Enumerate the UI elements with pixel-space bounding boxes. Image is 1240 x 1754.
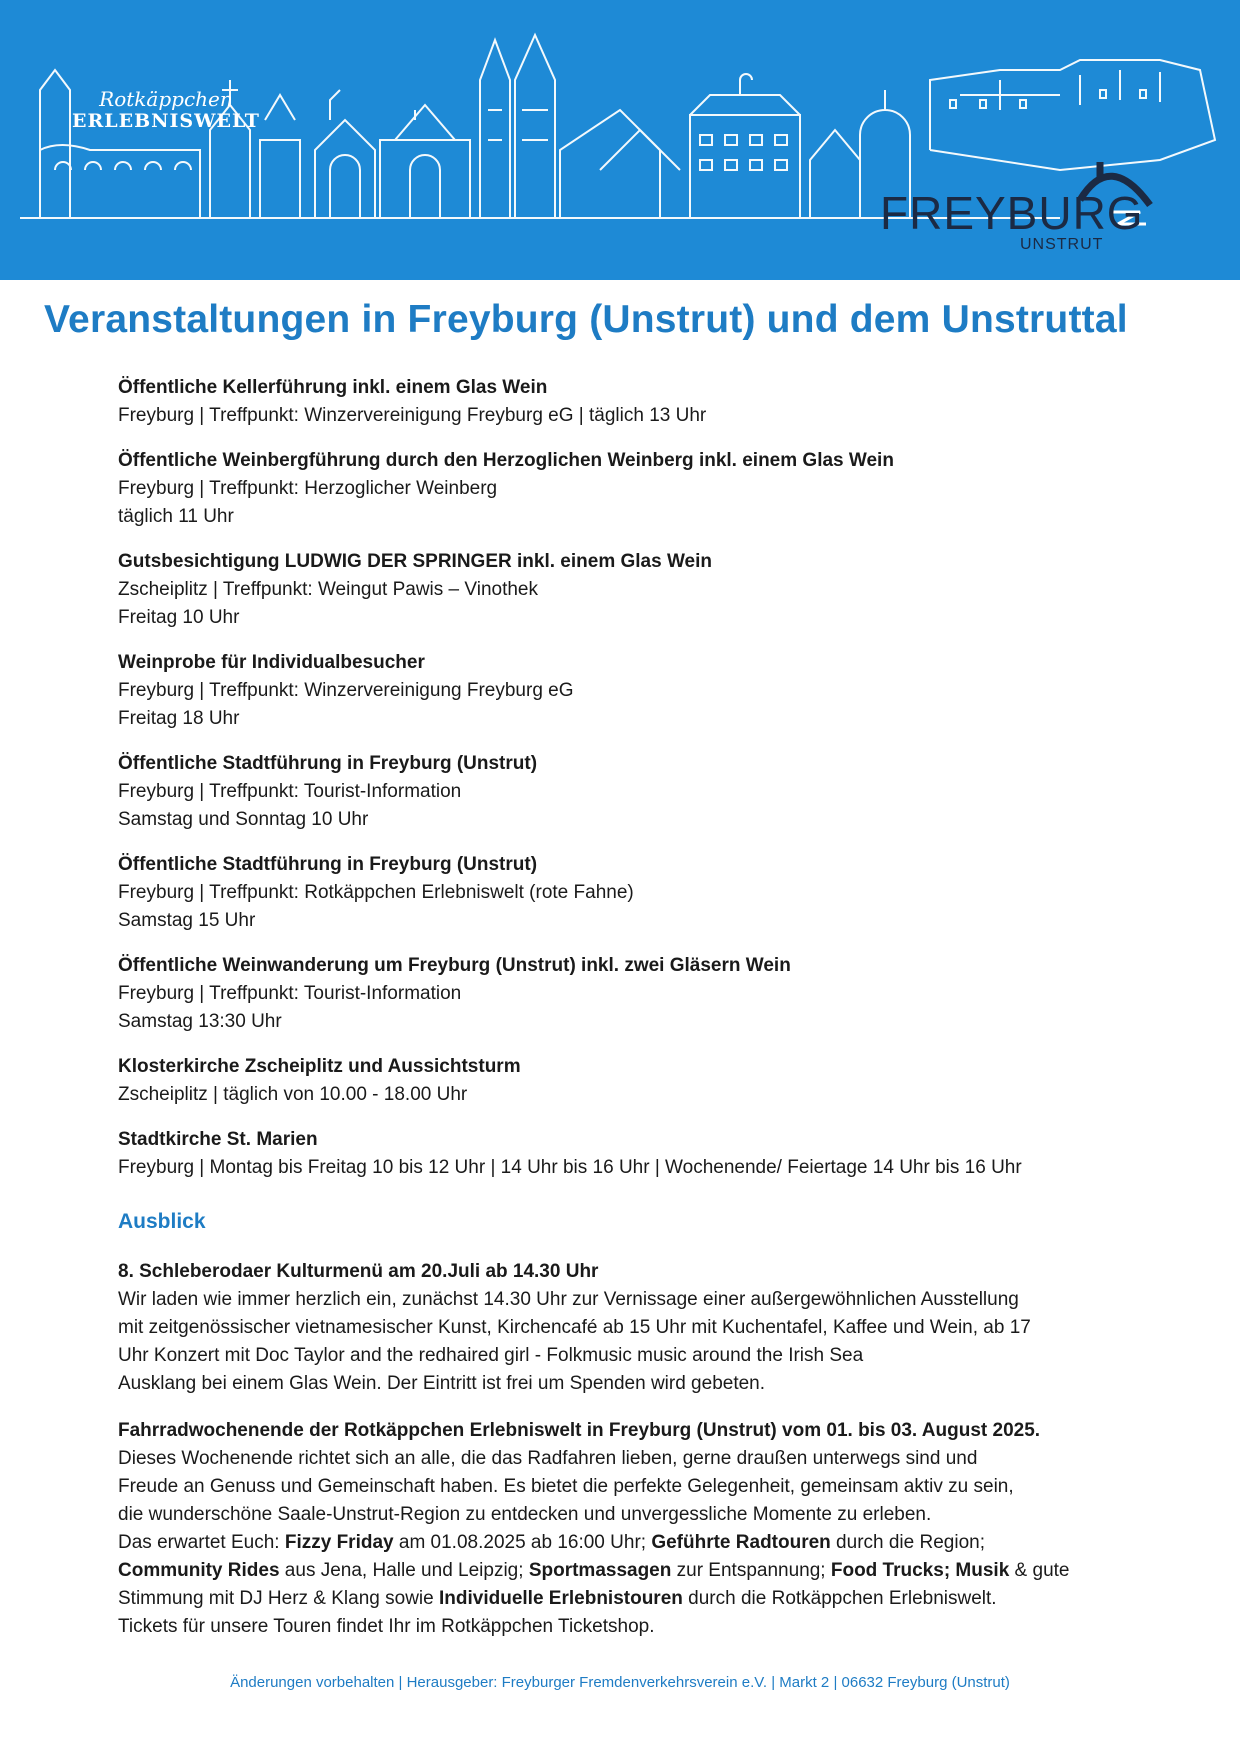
event-title: Öffentliche Stadtführung in Freyburg (Unstrut) (118, 854, 538, 875)
event-item (118, 1126, 1128, 1182)
event-detail: Freyburg | Treffpunkt: Rotkäppchen Erlebniswelt (rote Fahne) (118, 882, 634, 903)
event-item (118, 750, 1128, 834)
outlook-text-line (118, 1529, 1128, 1557)
outlook-text-line: mit zeitgenössischer vietnamesischer Kunst, Kirchencafé ab 15 Uhr mit Kuchentafel, Kaffee und Wein, ab 17 (118, 1317, 1031, 1338)
outlook-item-fahrradwochenende (118, 1417, 1128, 1641)
outlook-item-kulturmenue (118, 1258, 1128, 1398)
freyburg-logo (880, 187, 1144, 253)
event-title: Gutsbesichtigung LUDWIG DER SPRINGER inkl. einem Glas Wein (118, 551, 713, 572)
highlight-community-rides: Community Rides (118, 1560, 280, 1581)
outlook-text-line: Dieses Wochenende richtet sich an alle, die das Radfahren lieben, gerne draußen unterwegs sind und (118, 1448, 978, 1469)
event-title: Öffentliche Weinwanderung um Freyburg (Unstrut) inkl. zwei Gläsern Wein (118, 955, 791, 976)
event-time: Freitag 18 Uhr (118, 708, 240, 729)
logo-left-word: ERLEBNISWELT (72, 110, 260, 132)
outlook-text-line: Ausklang bei einem Glas Wein. Der Eintritt ist frei um Spenden wird gebeten. (118, 1373, 766, 1394)
event-title: Öffentliche Kellerführung inkl. einem Glas Wein (118, 377, 548, 398)
event-title: Öffentliche Weinbergführung durch den Herzoglichen Weinberg inkl. einem Glas Wein (118, 450, 894, 471)
header-banner (0, 0, 1240, 280)
event-item (118, 1053, 1128, 1109)
event-title: Öffentliche Stadtführung in Freyburg (Unstrut) (118, 753, 538, 774)
event-detail: Freyburg | Treffpunkt: Herzoglicher Weinberg (118, 478, 498, 499)
event-detail: Zscheiplitz | täglich von 10.00 - 18.00 Uhr (118, 1084, 468, 1105)
event-time: Samstag 15 Uhr (118, 910, 256, 931)
highlight-food-trucks: Food Trucks; Musik (830, 1560, 1010, 1581)
text-run: am 01.08.2025 ab 16:00 Uhr; (393, 1532, 652, 1553)
footer-imprint: Änderungen vorbehalten | Herausgeber: Freyburger Fremdenverkehrsverein e.V. | Markt 2 | 06632 Freyburg (Unstrut) (230, 1674, 1010, 1691)
event-time: Freitag 10 Uhr (118, 607, 240, 628)
event-detail: Zscheiplitz | Treffpunkt: Weingut Pawis – Vinothek (118, 579, 538, 600)
highlight-erlebnistouren: Individuelle Erlebnistouren (439, 1588, 683, 1609)
event-item (118, 374, 1128, 430)
highlight-radtouren: Geführte Radtouren (651, 1532, 831, 1553)
outlook-text-line: Uhr Konzert mit Doc Taylor and the redhaired girl - Folkmusic music around the Irish Sea (118, 1345, 864, 1366)
rotkaeppchen-logo (72, 88, 260, 132)
event-detail: Freyburg | Treffpunkt: Tourist-Information (118, 983, 462, 1004)
text-run: & gute (1009, 1560, 1070, 1581)
outlook-heading: Ausblick (118, 1210, 206, 1233)
highlight-sportmassagen: Sportmassagen (528, 1560, 672, 1581)
outlook-text-line (118, 1557, 1128, 1585)
text-run: Das erwartet Euch: (118, 1532, 285, 1553)
event-item (118, 952, 1128, 1036)
outlook-text-line: Tickets für unsere Touren findet Ihr im Rotkäppchen Ticketshop. (118, 1616, 655, 1637)
event-detail: Freyburg | Treffpunkt: Winzervereinigung Freyburg eG (118, 680, 574, 701)
event-title: Stadtkirche St. Marien (118, 1129, 318, 1150)
event-list (118, 374, 1128, 1660)
event-item (118, 548, 1128, 632)
logo-right-main: FREYBURG (880, 187, 1144, 239)
text-run: durch die Region; (830, 1532, 985, 1553)
event-item (118, 851, 1128, 935)
text-run: durch die Rotkäppchen Erlebniswelt. (682, 1588, 997, 1609)
logo-right-sub: UNSTRUT (1020, 236, 1104, 253)
page-title: Veranstaltungen in Freyburg (Unstrut) und dem Unstruttal (44, 298, 1128, 341)
event-item (118, 649, 1128, 733)
event-time: Samstag 13:30 Uhr (118, 1011, 282, 1032)
outlook-text-line (118, 1585, 1128, 1613)
outlook-title: 8. Schleberodaer Kulturmenü am 20.Juli ab 14.30 Uhr (118, 1261, 599, 1282)
text-run: zur Entspannung; (671, 1560, 831, 1581)
event-title: Klosterkirche Zscheiplitz und Aussichtsturm (118, 1056, 521, 1077)
event-time: Samstag und Sonntag 10 Uhr (118, 809, 369, 830)
outlook-text-line: Wir laden wie immer herzlich ein, zunächst 14.30 Uhr zur Vernissage einer außergewöhnlichen Ausstellung (118, 1289, 1019, 1310)
outlook-title: Fahrradwochenende der Rotkäppchen Erlebniswelt in Freyburg (Unstrut) vom 01. bis 03. August 2025. (118, 1420, 1041, 1441)
event-detail: Freyburg | Treffpunkt: Winzervereinigung Freyburg eG | täglich 13 Uhr (118, 405, 707, 426)
event-detail: Freyburg | Treffpunkt: Tourist-Information (118, 781, 462, 802)
event-title: Weinprobe für Individualbesucher (118, 652, 425, 673)
outlook-text-line: Freude an Genuss und Gemeinschaft haben. Es bietet die perfekte Gelegenheit, gemeinsam aktiv zu sein, (118, 1476, 1014, 1497)
event-detail: Freyburg | Montag bis Freitag 10 bis 12 Uhr | 14 Uhr bis 16 Uhr | Wochenende/ Feiertage 14 Uhr bis 16 Uhr (118, 1157, 1022, 1178)
event-time: täglich 11 Uhr (118, 506, 234, 527)
outlook-text-line: die wunderschöne Saale-Unstrut-Region zu entdecken und unvergessliche Momente zu erleben. (118, 1504, 932, 1525)
logo-left-script: Rotkäppchen (99, 87, 233, 111)
event-item (118, 447, 1128, 531)
text-run: Stimmung mit DJ Herz & Klang sowie (118, 1588, 439, 1609)
highlight-fizzy-friday: Fizzy Friday (284, 1532, 394, 1553)
text-run: aus Jena, Halle und Leipzig; (279, 1560, 529, 1581)
